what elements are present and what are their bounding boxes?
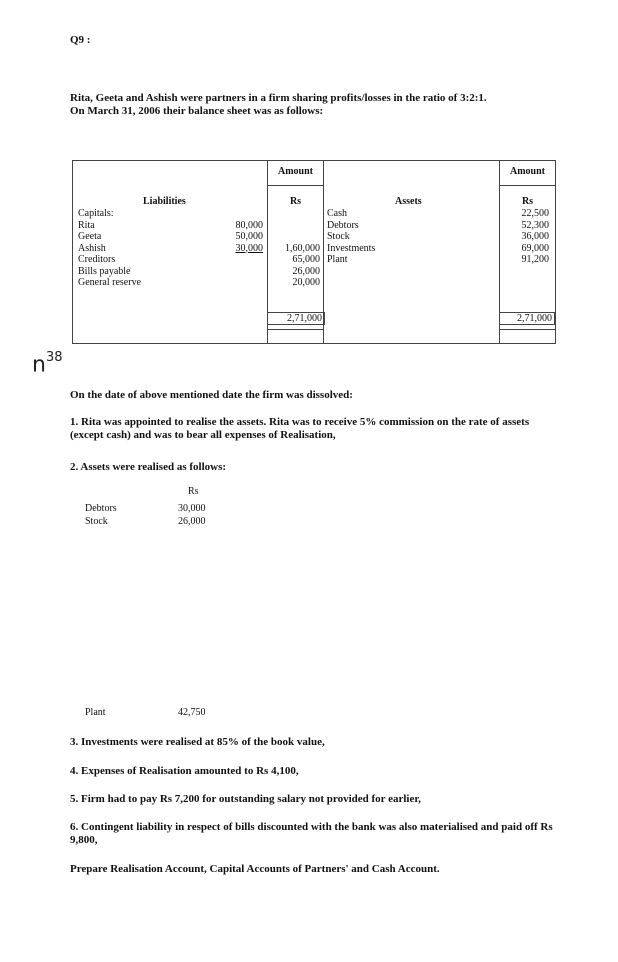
- intro-line-1: Rita, Geeta and Ashish were partners in a firm sharing profits/losses in the ratio of 3:2:1.: [70, 92, 487, 104]
- liability-label: General reserve: [78, 277, 142, 288]
- intro-line-2: On March 31, 2006 their balance sheet was as follows:: [70, 105, 324, 117]
- capital-amount: 80,000: [235, 219, 263, 231]
- liability-label: Geeta: [78, 231, 102, 242]
- realised-value: 26,000: [178, 516, 206, 527]
- asset-amount: 52,300: [521, 219, 549, 231]
- assets-header: Assets: [395, 196, 422, 207]
- amount-header-right: Amount: [509, 166, 545, 177]
- total-assets: 2,71,000: [499, 312, 555, 325]
- asset-amount: 22,500: [521, 208, 549, 219]
- question-number: Q9 :: [70, 34, 91, 46]
- point-3: 3. Investments were realised at 85% of the book value,: [70, 736, 325, 748]
- realised-labels: [85, 502, 117, 528]
- liability-label: Rita: [78, 219, 95, 231]
- liability-label: Bills payable: [78, 265, 131, 277]
- rs-right: Rs: [521, 196, 534, 207]
- capital-amount: 50,000: [235, 231, 263, 242]
- intro-text: [70, 92, 570, 118]
- plant-label: Plant: [85, 707, 106, 718]
- point-4: 4. Expenses of Realisation amounted to Rs 4,100,: [70, 765, 299, 777]
- rs-left: Rs: [289, 196, 302, 207]
- liabilities-header: Liabilities: [143, 196, 186, 207]
- point-1: 1. Rita was appointed to realise the assets. Rita was to receive 5% commission on the rate of assets (except cash) and was to bear all expenses of Realisation,: [70, 416, 530, 441]
- liability-amount: 1,60,000: [285, 242, 320, 254]
- asset-label: Stock: [327, 231, 350, 242]
- asset-label: Cash: [327, 208, 347, 219]
- liability-amount: 20,000: [292, 277, 320, 288]
- asset-amounts: [500, 208, 549, 266]
- realised-label: Debtors: [85, 503, 117, 514]
- asset-amount: 36,000: [521, 231, 549, 242]
- assets-list: [327, 208, 375, 266]
- plant-value: 42,750: [178, 707, 206, 718]
- liabilities-list: [78, 208, 141, 289]
- realised-label: Stock: [85, 516, 108, 527]
- liability-amount: 26,000: [292, 265, 320, 277]
- realised-value: 30,000: [178, 503, 206, 514]
- point-5: 5. Firm had to pay Rs 7,200 for outstanding salary not provided for earlier,: [70, 793, 421, 805]
- realised-values: [178, 502, 206, 528]
- asset-amount: 91,200: [521, 254, 549, 265]
- realised-rs-header: Rs: [188, 486, 199, 497]
- amount-header-left: Amount: [277, 166, 313, 177]
- liability-amount: 65,000: [292, 254, 320, 265]
- asset-label: Debtors: [327, 219, 359, 231]
- liability-label: Creditors: [78, 254, 116, 265]
- point-2: 2. Assets were realised as follows:: [70, 461, 227, 473]
- liability-label: Ashish: [78, 242, 106, 254]
- point-6: 6. Contingent liability in respect of bills discounted with the bank was also materialised and paid off Rs 9,800,: [70, 821, 553, 846]
- capital-amount: 30,000: [235, 242, 263, 254]
- liability-amounts: [268, 243, 320, 289]
- capital-amounts: [223, 220, 263, 255]
- total-liabilities: 2,71,000: [267, 312, 325, 325]
- asset-label: Investments: [327, 242, 376, 254]
- asset-label: Plant: [327, 254, 348, 265]
- asset-amount: 69,000: [521, 242, 549, 254]
- instruction: Prepare Realisation Account, Capital Accounts of Partners' and Cash Account.: [70, 863, 440, 875]
- liability-label: Capitals:: [78, 208, 114, 219]
- dissolved-line: On the date of above mentioned date the firm was dissolved:: [70, 389, 353, 401]
- handwritten-mark: $n^{38}$: [32, 350, 63, 378]
- balance-sheet-table: [72, 160, 556, 344]
